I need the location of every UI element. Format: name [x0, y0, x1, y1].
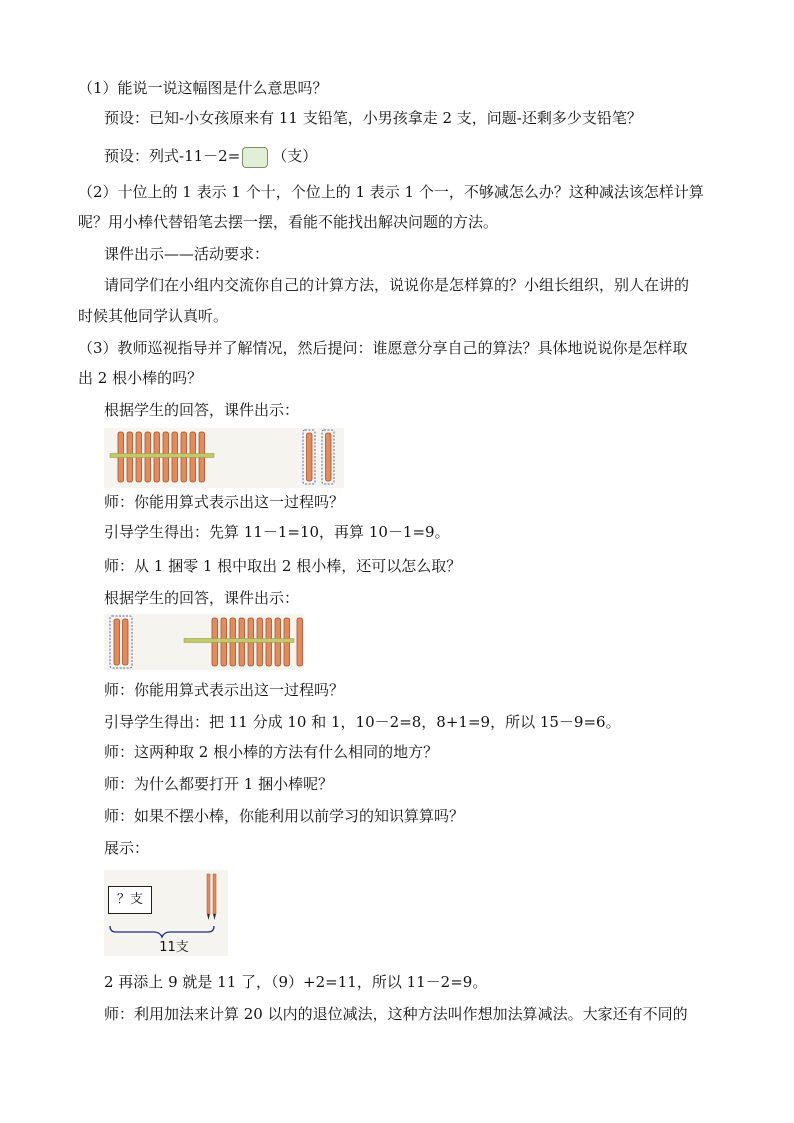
- formula-prefix: 预设：列式-11－2=: [104, 147, 241, 165]
- question-3-line-2: 出 2 根小棒的吗？: [78, 369, 203, 387]
- question-1: （1）能说一说这幅图是什么意思吗？: [78, 79, 328, 97]
- teacher-question-6: 师：如果不摆小棒，你能利用以前学习的知识算算吗？: [104, 807, 465, 825]
- courseware-intro-1: 根据学生的回答，课件出示：: [104, 401, 300, 419]
- answer-box: [242, 147, 268, 168]
- activity-heading: 课件出示——活动要求：: [104, 245, 270, 263]
- activity-line-1: 请同学们在小组内交流你自己的计算方法，说说你是怎样算的？小组长组织，别人在讲的: [104, 276, 690, 294]
- preset-formula: [104, 146, 317, 168]
- unknown-count-box: ？支: [108, 886, 152, 914]
- explanation: 2 再添上 9 就是 11 了，（9）+2=11，所以 11－2=9。: [104, 973, 488, 991]
- formula-unit: （支）: [272, 147, 318, 165]
- pencil-diagram: [104, 870, 228, 956]
- display-label: 展示：: [104, 839, 150, 857]
- question-2-line-1: （2）十位上的 1 表示 1 个十，个位上的 1 表示 1 个一，不够减怎么办？这种减法该怎样计算: [78, 183, 704, 201]
- teacher-question-2: 师：从 1 捆零 1 根中取出 2 根小棒，还可以怎么取？: [104, 557, 462, 575]
- sticks-figure-2: [104, 614, 304, 674]
- pencil-icon: [207, 874, 216, 920]
- teacher-question-1: 师：你能用算式表示出这一过程吗？: [104, 493, 345, 511]
- guide-answer-2: 引导学生得出：把 11 分成 10 和 1，10－2=8，8+1=9，所以 15－9=6。: [104, 713, 621, 731]
- question-3-line-1: （3）教师巡视指导并了解情况，然后提问：谁愿意分享自己的算法？具体地说说你是怎样取: [78, 339, 688, 357]
- sticks-figure-1: [104, 428, 344, 492]
- courseware-intro-2: 根据学生的回答，课件出示：: [104, 589, 300, 607]
- teacher-question-4: 师：这两种取 2 根小棒的方法有什么相同的地方？: [104, 743, 439, 761]
- question-2-line-2: 呢？用小棒代替铅笔去摆一摆，看能不能找出解决问题的方法。: [78, 213, 499, 231]
- guide-answer-1: 引导学生得出：先算 11－1=10，再算 10－1=9。: [104, 523, 450, 541]
- preset-text-1: 预设：已知-小女孩原来有 11 支铅笔，小男孩拿走 2 支，问题-还剩多少支铅笔？: [104, 109, 642, 127]
- teacher-question-3: 师：你能用算式表示出这一过程吗？: [104, 681, 345, 699]
- activity-line-2: 时候其他同学认真听。: [78, 307, 229, 325]
- total-label: 11支: [159, 940, 189, 955]
- single-stick: [297, 618, 303, 666]
- teacher-question-5: 师：为什么都要打开 1 捆小棒呢？: [104, 775, 334, 793]
- teacher-summary: 师：利用加法来计算 20 以内的退位减法，这种方法叫作想加法算减法。大家还有不同的: [104, 1005, 688, 1023]
